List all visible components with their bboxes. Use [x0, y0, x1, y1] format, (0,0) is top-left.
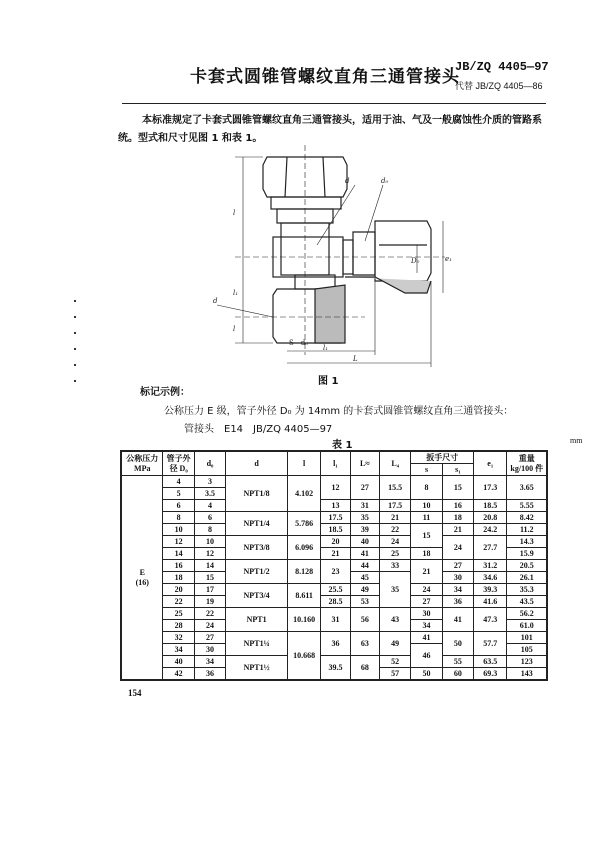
- svg-text:e₁: e₁: [445, 255, 452, 263]
- table-row: 10 8 18.5 39 22 15 21 24.2 11.2: [121, 524, 547, 536]
- table-caption: 表 1: [332, 440, 353, 451]
- table-row: 8 6 NPT1/4 5.786 17.5 35 21 11 18 20.8 8.42: [121, 512, 547, 524]
- svg-text:S—d₀: S—d₀: [289, 339, 309, 347]
- header-s1: s₁: [442, 464, 473, 476]
- fitting-drawing: [205, 145, 455, 375]
- table-row: 16 14 NPT1/2 8.128 23 44 33 21 27 31.2 20.5: [121, 560, 547, 572]
- table-unit: mm: [570, 436, 583, 445]
- table-header-row: [121, 451, 547, 464]
- header-wrench: 扳手尺寸: [411, 451, 474, 464]
- table-row: 12 10 NPT3/8 6.096 20 40 24 24 27.7 14.3: [121, 536, 547, 548]
- intro-paragraph: 本标准规定了卡套式圆锥管螺纹直角三通管接头，适用于油、气及一般腐蚀性介质的管路系统。型式和尺寸见图 1 和表 1。: [118, 115, 542, 144]
- header-L4: L₄: [380, 451, 411, 476]
- header-rule: [122, 103, 546, 104]
- svg-text:d₀: d₀: [381, 177, 389, 185]
- table-row: 22 19 28.5 53 27 36 41.6 43.5: [121, 596, 547, 608]
- table-row: 14 12 21 41 25 18 15.9: [121, 548, 547, 560]
- standard-number: JB/ZQ 4405—97: [455, 60, 549, 74]
- svg-text:d: d: [345, 177, 350, 185]
- table-row: 6 4 13 31 17.5 10 16 18.5 5.55: [121, 500, 547, 512]
- marking-example-code: 管接头 E14 JB/ZQ 4405—97: [184, 424, 333, 435]
- document-title: 卡套式圆锥管螺纹直角三通管接头: [190, 67, 460, 87]
- table-row: E (16) 4 3 NPT1/8 4.102 12 27 15.5 8 15 17.3 3.65: [121, 476, 547, 488]
- header-L: L≈: [350, 451, 379, 476]
- dimension-table: [120, 450, 548, 681]
- header-d0: d₀: [194, 451, 225, 476]
- svg-text:l₁: l₁: [323, 344, 329, 352]
- header-mass: 重量 kg/100 件: [507, 451, 547, 476]
- header-l: l: [287, 451, 320, 476]
- header-l1: l₁: [321, 451, 350, 476]
- svg-text:l₁: l₁: [233, 289, 239, 297]
- table-row: 20 17 NPT3/4 8.611 25.5 49 24 34 39.3 35.3: [121, 584, 547, 596]
- table-row: 42 36 57 50 60 69.3 143: [121, 668, 547, 681]
- header-e1: e₁: [474, 451, 507, 476]
- marking-example-text: 公称压力 E 级，管子外径 D₀ 为 14mm 的卡套式圆锥管螺纹直角三通管接头：: [164, 406, 514, 417]
- table-row: 25 22 NPT1 10.160 31 56 43 30 41 47.3 56.2: [121, 608, 547, 620]
- table-row: 40 34 NPT1½ 39.5 68 52 55 63.5 123: [121, 656, 547, 668]
- header-D0: 管子外径 D₀: [163, 451, 194, 476]
- header-d: d: [226, 451, 288, 476]
- marking-heading: 标记示例：: [140, 387, 190, 398]
- svg-text:D₀: D₀: [411, 257, 420, 265]
- header-pressure: 公称压力 MPa: [121, 451, 163, 476]
- pressure-cell: E (16): [121, 476, 163, 681]
- svg-text:l: l: [233, 209, 236, 217]
- page-number: 154: [128, 688, 142, 698]
- figure-caption: 图 1: [318, 376, 339, 387]
- table-row: 34 30 46 105: [121, 644, 547, 656]
- table-row: 32 27 NPT1¼ 10.668 36 63 49 41 50 57.7 101: [121, 632, 547, 644]
- svg-text:L: L: [353, 355, 358, 363]
- table-row: 5 3.5: [121, 488, 547, 500]
- svg-text:l: l: [233, 325, 236, 333]
- replaced-standard: 代替 JB/ZQ 4405—86: [455, 81, 543, 91]
- table-row: 28 24 34 61.0: [121, 620, 547, 632]
- margin-marks: [74, 300, 78, 396]
- svg-text:d: d: [213, 297, 218, 305]
- header-s: s: [411, 464, 442, 476]
- table-row: 18 15 45 35 30 34.6 26.1: [121, 572, 547, 584]
